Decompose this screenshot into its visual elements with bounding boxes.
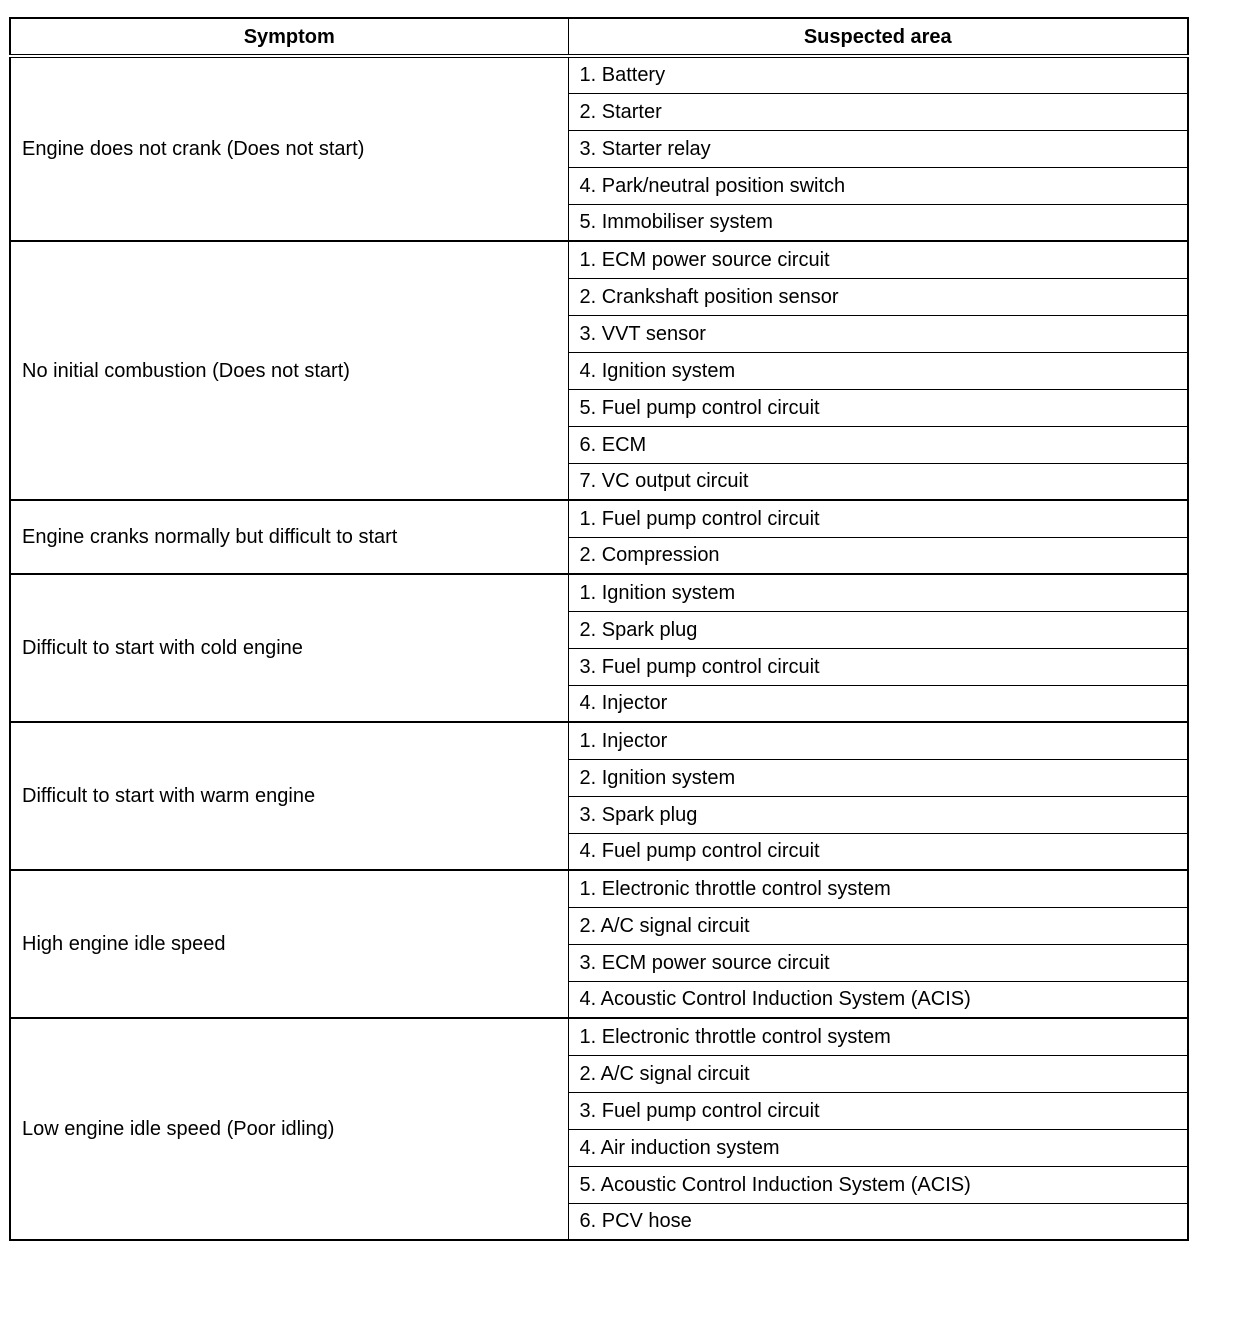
suspected-area-cell: 1. Ignition system [568, 574, 1188, 611]
suspected-area-cell: 4. Fuel pump control circuit [568, 833, 1188, 870]
table-row [10, 1018, 1188, 1055]
suspected-area-cell: 3. ECM power source circuit [568, 944, 1188, 981]
symptom-cell: No initial combustion (Does not start) [10, 241, 568, 500]
suspected-area-cell: 2. Crankshaft position sensor [568, 278, 1188, 315]
table-row [10, 722, 1188, 759]
header-suspected-area: Suspected area [568, 18, 1188, 56]
suspected-area-cell: 3. Spark plug [568, 796, 1188, 833]
table-row [10, 870, 1188, 907]
symptom-cell: Difficult to start with cold engine [10, 574, 568, 722]
suspected-area-cell: 4. Air induction system [568, 1129, 1188, 1166]
suspected-area-cell: 5. Acoustic Control Induction System (ACIS) [568, 1166, 1188, 1203]
symptom-cell: Difficult to start with warm engine [10, 722, 568, 870]
suspected-area-cell: 4. Park/neutral position switch [568, 167, 1188, 204]
table-row [10, 241, 1188, 278]
suspected-area-cell: 3. Starter relay [568, 130, 1188, 167]
symptom-cell: High engine idle speed [10, 870, 568, 1018]
table-body [10, 56, 1188, 1240]
suspected-area-cell: 1. Electronic throttle control system [568, 1018, 1188, 1055]
suspected-area-cell: 1. Fuel pump control circuit [568, 500, 1188, 537]
suspected-area-cell: 4. Ignition system [568, 352, 1188, 389]
symptom-cell: Engine does not crank (Does not start) [10, 56, 568, 241]
symptom-table [9, 17, 1189, 1241]
suspected-area-cell: 4. Acoustic Control Induction System (ACIS) [568, 981, 1188, 1018]
suspected-area-cell: 2. Ignition system [568, 759, 1188, 796]
suspected-area-cell: 6. PCV hose [568, 1203, 1188, 1240]
suspected-area-cell: 3. Fuel pump control circuit [568, 648, 1188, 685]
suspected-area-cell: 5. Immobiliser system [568, 204, 1188, 241]
suspected-area-cell: 3. VVT sensor [568, 315, 1188, 352]
suspected-area-cell: 6. ECM [568, 426, 1188, 463]
suspected-area-cell: 1. Electronic throttle control system [568, 870, 1188, 907]
header-row [10, 18, 1188, 56]
suspected-area-cell: 1. Injector [568, 722, 1188, 759]
suspected-area-cell: 4. Injector [568, 685, 1188, 722]
symptom-cell: Low engine idle speed (Poor idling) [10, 1018, 568, 1240]
suspected-area-cell: 7. VC output circuit [568, 463, 1188, 500]
symptom-cell: Engine cranks normally but difficult to start [10, 500, 568, 574]
suspected-area-cell: 2. Compression [568, 537, 1188, 574]
table-row [10, 574, 1188, 611]
header-symptom: Symptom [10, 18, 568, 56]
table-row [10, 56, 1188, 93]
suspected-area-cell: 2. Spark plug [568, 611, 1188, 648]
suspected-area-cell: 1. ECM power source circuit [568, 241, 1188, 278]
table-row [10, 500, 1188, 537]
suspected-area-cell: 5. Fuel pump control circuit [568, 389, 1188, 426]
suspected-area-cell: 2. A/C signal circuit [568, 907, 1188, 944]
suspected-area-cell: 3. Fuel pump control circuit [568, 1092, 1188, 1129]
suspected-area-cell: 1. Battery [568, 56, 1188, 93]
suspected-area-cell: 2. Starter [568, 93, 1188, 130]
suspected-area-cell: 2. A/C signal circuit [568, 1055, 1188, 1092]
